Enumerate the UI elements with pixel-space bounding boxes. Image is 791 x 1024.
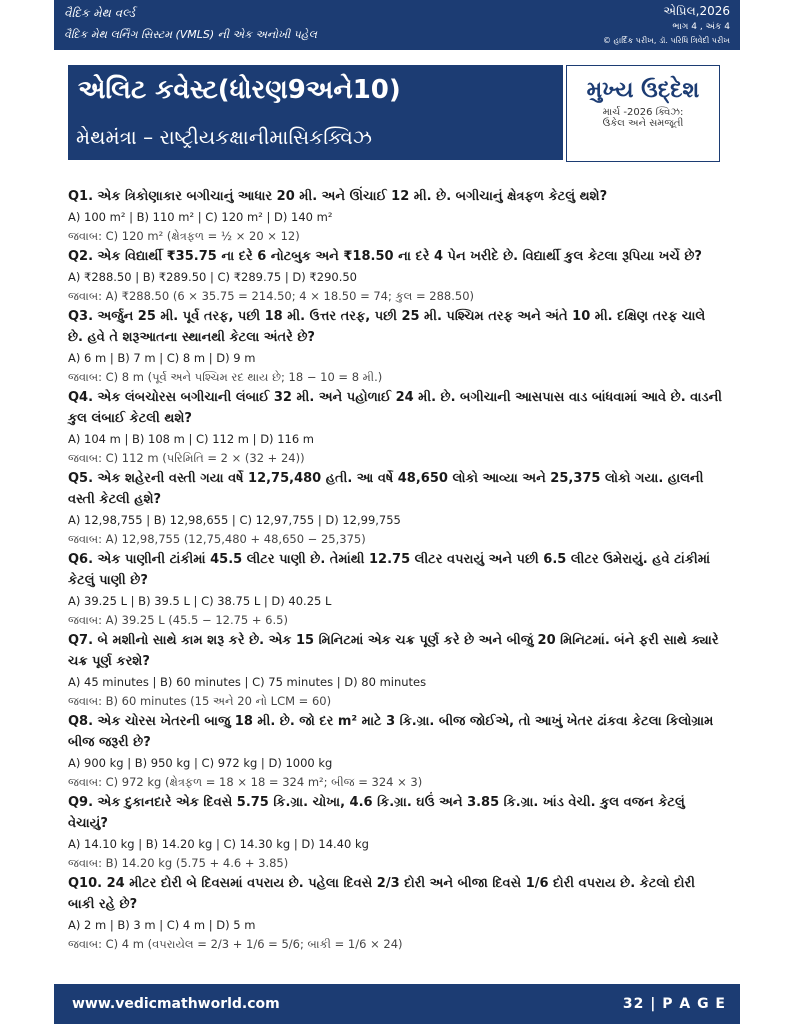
- question-answer: જવાબ: A) ₹288.50 (6 × 35.75 = 214.50; 4 × 18.50 = 74; કુલ = 288.50): [68, 289, 475, 303]
- question-answer: જવાબ: C) 972 kg (ક્ષેત્રફળ = 18 × 18 = 324 m²; બીજ = 324 × 3): [68, 775, 423, 789]
- question-answer: જવાબ: A) 39.25 L (45.5 − 12.75 + 6.5): [68, 613, 288, 627]
- question-options: A) 12,98,755 | B) 12,98,655 | C) 12,97,755 | D) 12,99,755: [68, 513, 401, 527]
- question-block: [68, 711, 723, 792]
- question-block: [68, 468, 723, 549]
- question-text: Q2. એક વિદ્યાર્થી ₹35.75 ના દરે 6 નોટબુક અને ₹18.50 ના દરે 4 પેન ખરીદે છે. વિદ્યાર્થી કુલ કેટલા રૂપિયા ખર્ચે છે?: [68, 249, 702, 264]
- question-block: [68, 246, 723, 306]
- brand-name: વૈદિક મેથ વર્લ્ડ: [64, 6, 135, 20]
- question-block: [68, 873, 723, 954]
- page-number: 32 | P A G E: [622, 996, 726, 1012]
- question-answer: જવાબ: C) 8 m (પૂર્વ અને પશ્ચિમ રદ થાય છે; 18 − 10 = 8 મી.): [68, 370, 383, 384]
- question-block: [68, 549, 723, 630]
- question-list: [68, 186, 723, 954]
- question-block: [68, 630, 723, 711]
- objective-box: [566, 65, 720, 162]
- question-block: [68, 387, 723, 468]
- question-block: [68, 186, 723, 246]
- question-answer: જવાબ: A) 12,98,755 (12,75,480 + 48,650 − 25,375): [68, 532, 366, 546]
- question-options: A) 900 kg | B) 950 kg | C) 972 kg | D) 1000 kg: [68, 756, 333, 770]
- question-options: A) 45 minutes | B) 60 minutes | C) 75 minutes | D) 80 minutes: [68, 675, 427, 689]
- question-text: Q9. એક દુકાનદારે એક દિવસે 5.75 કિ.ગ્રા. ચોખા, 4.6 કિ.ગ્રા. ઘઉં અને 3.85 કિ.ગ્રા. ખાંડ વેચી. કુલ વજન કેટલું વેચાયું?: [68, 795, 685, 831]
- issue-date: એપ્રિલ,2026: [663, 4, 730, 18]
- question-answer: જવાબ: B) 60 minutes (15 અને 20 નો LCM = 60): [68, 694, 332, 708]
- question-options: A) 39.25 L | B) 39.5 L | C) 38.75 L | D) 40.25 L: [68, 594, 332, 608]
- question-text: Q7. બે મશીનો સાથે કામ શરૂ કરે છે. એક 15 મિનિટમાં એક ચક્ર પૂર્ણ કરે છે અને બીજું 20 મિનિટમાં. બંને ફરી સાથે ક્યારે ચક્ર પૂર્ણ કરશે?: [68, 633, 719, 669]
- question-options: A) 2 m | B) 3 m | C) 4 m | D) 5 m: [68, 918, 256, 932]
- question-text: Q8. એક ચોરસ ખેતરની બાજુ 18 મી. છે. જો દર m² માટે 3 કિ.ગ્રા. બીજ જોઈએ, તો આખું ખેતર ઢાંકવા કેટલા કિલોગ્રામ બીજ જરૂરી છે?: [68, 714, 714, 750]
- question-block: [68, 306, 723, 387]
- brand-tagline: વૈદિક મેથ લર્નિંગ સિસ્ટમ (VMLS) ની એક અનોખી પહેલ: [64, 28, 317, 41]
- question-options: A) ₹288.50 | B) ₹289.50 | C) ₹289.75 | D) ₹290.50: [68, 270, 357, 284]
- question-text: Q6. એક પાણીની ટાંકીમાં 45.5 લીટર પાણી છે. તેમાંથી 12.75 લીટર વપરાયું અને પછી 6.5 લીટર ઉમેરાયું. હવે ટાંકીમાં કેટલું પાણી છે?: [68, 552, 711, 588]
- question-options: A) 14.10 kg | B) 14.20 kg | C) 14.30 kg | D) 14.40 kg: [68, 837, 369, 851]
- question-options: A) 100 m² | B) 110 m² | C) 120 m² | D) 140 m²: [68, 210, 333, 224]
- question-text: Q1. એક ત્રિકોણાકાર બગીચાનું આધાર 20 મી. અને ઊંચાઈ 12 મી. છે. બગીચાનું ક્ષેત્રફળ કેટલું થશે?: [68, 189, 608, 204]
- objective-line-1: માર્ચ -2026 ક્વિઝ:: [602, 107, 684, 118]
- objective-title: મુખ્ય ઉદ્દેશ: [586, 78, 700, 103]
- title-banner: [68, 65, 563, 160]
- question-answer: જવાબ: B) 14.20 kg (5.75 + 4.6 + 3.85): [68, 856, 289, 870]
- question-options: A) 104 m | B) 108 m | C) 112 m | D) 116 m: [68, 432, 314, 446]
- objective-line-2: ઉકેલ અને સમજૂતી: [602, 118, 684, 129]
- issue-volume: ભાગ 4 , અંક 4: [672, 22, 730, 32]
- page-subtitle: મેથમંત્રા – રાષ્ટ્રીયકક્ષાનીમાસિકક્વિઝ: [76, 125, 372, 149]
- question-answer: જવાબ: C) 4 m (વપરાયેલ = 2/3 + 1/6 = 5/6; બાકી = 1/6 × 24): [68, 937, 403, 951]
- top-header-bar: [54, 0, 740, 50]
- question-text: Q10. 24 મીટર દોરી બે દિવસમાં વપરાય છે. પહેલા દિવસે 2/3 દોરી અને બીજા દિવસે 1/6 દોરી વપરાય છે. કેટલો દોરી બાકી રહે છે?: [68, 876, 695, 912]
- question-text: Q4. એક લંબચોરસ બગીચાની લંબાઈ 32 મી. અને પહોળાઈ 24 મી. છે. બગીચાની આસપાસ વાડ બાંધવામાં આવે છે. વાડની કુલ લંબાઈ કેટલી થશે?: [68, 390, 723, 426]
- website-link[interactable]: www.vedicmathworld.com: [72, 996, 280, 1012]
- copyright: © હાર્દિક પરીખ, ડૉ. પરિધિ ત્રિવેદી પરીખ: [603, 36, 730, 45]
- question-answer: જવાબ: C) 112 m (પરિમિતિ = 2 × (32 + 24)): [68, 451, 305, 465]
- question-text: Q3. અર્જુન 25 મી. પૂર્વ તરફ, પછી 18 મી. ઉત્તર તરફ, પછી 25 મી. પશ્ચિમ તરફ અને અંતે 10 મી. દક્ષિણ તરફ ચાલે છે. હવે તે શરૂઆતના સ્થાનથી કેટલા અંતરે છે?: [68, 309, 706, 345]
- question-text: Q5. એક શહેરની વસ્તી ગયા વર્ષે 12,75,480 હતી. આ વર્ષે 48,650 લોકો આવ્યા અને 25,375 લોકો ગયા. હાલની વસ્તી કેટલી હશે?: [68, 471, 704, 507]
- page-title: એલિટ કવેસ્ટ(ધોરણ9અને10): [78, 75, 401, 105]
- question-block: [68, 792, 723, 873]
- question-answer: જવાબ: C) 120 m² (ક્ષેત્રફળ = ½ × 20 × 12): [68, 229, 300, 243]
- footer-bar: [54, 984, 740, 1024]
- question-options: A) 6 m | B) 7 m | C) 8 m | D) 9 m: [68, 351, 256, 365]
